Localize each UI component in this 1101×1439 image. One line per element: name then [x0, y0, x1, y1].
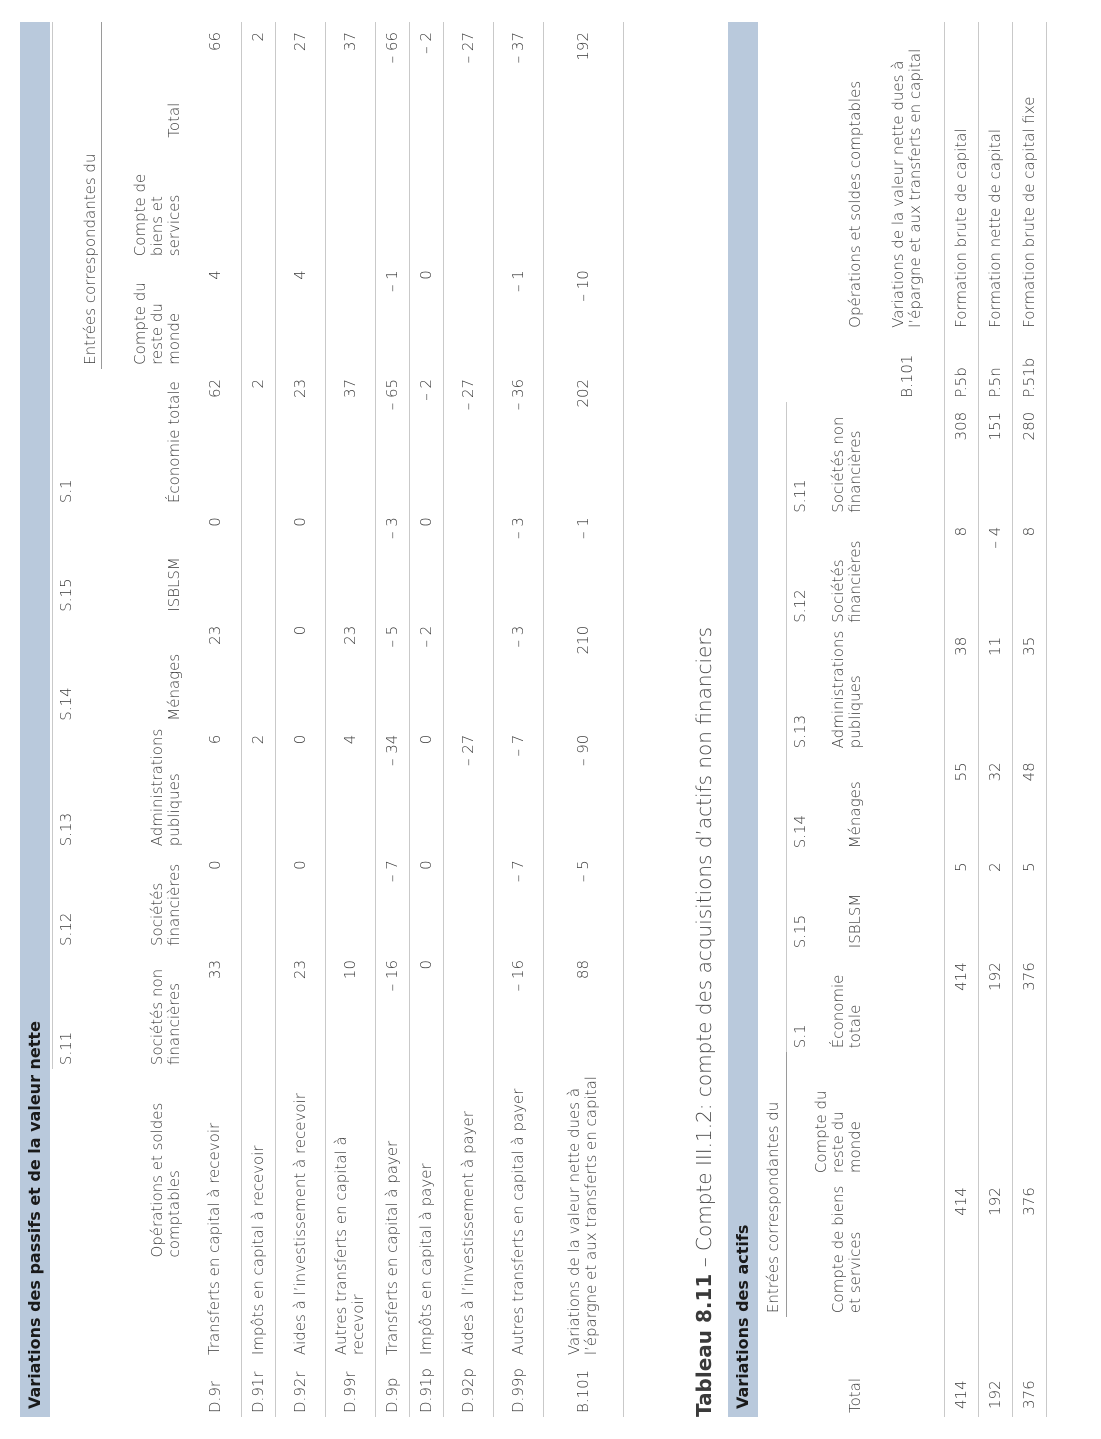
cell-s12: 8 — [1012, 517, 1046, 627]
row-code: D.99p — [493, 1359, 543, 1417]
section2-entries-row — [760, 22, 787, 1417]
row-code: P.5b — [944, 332, 978, 402]
header2-s14: Ménages — [846, 781, 864, 849]
entries-label-2: Entrées correspondantes du — [760, 1052, 787, 1317]
row-code: D.91p — [409, 1359, 443, 1417]
cell-s13: 4 — [325, 725, 375, 851]
cell-s13: 2 — [241, 725, 275, 851]
cell-s14: – 2 — [409, 616, 443, 725]
table-row — [189, 22, 241, 1417]
cell-s13: 0 — [275, 725, 325, 851]
header-s14: Ménages — [165, 653, 183, 721]
header2-total: Total — [846, 1377, 864, 1413]
cell-s13: – 90 — [543, 725, 623, 851]
sector2-s12: S.12 — [787, 517, 814, 627]
cell-rdm — [944, 1052, 978, 1177]
cell-s1: – 65 — [375, 369, 409, 507]
cell-s1: 192 — [978, 952, 1012, 1052]
header-s11: Sociétés non financières — [148, 968, 183, 1066]
header2-s13: Administrations publiques — [829, 630, 864, 749]
section1-sector-row — [53, 22, 80, 1417]
cell-rdm — [978, 1052, 1012, 1177]
cell-rdm: 4 — [275, 260, 325, 369]
cell-s1: 376 — [1012, 952, 1046, 1052]
cell-total: – 37 — [493, 22, 543, 142]
cell-s14 — [870, 752, 944, 852]
cell-bs — [443, 142, 493, 260]
row-label: Impôts en capital à payer — [409, 1069, 443, 1359]
cell-s15: 0 — [409, 507, 443, 616]
cell-s11: 0 — [409, 950, 443, 1069]
cell-s12 — [241, 850, 275, 950]
header-bs: Compte de biens et services — [131, 173, 183, 257]
row-label: Transferts en capital à payer — [375, 1069, 409, 1359]
cell-s14: 55 — [944, 752, 978, 852]
cell-total — [870, 1317, 944, 1417]
row-code: B.101 — [870, 332, 944, 402]
cell-bs: 414 — [944, 1177, 978, 1317]
cell-s13: 0 — [409, 725, 443, 851]
table-title — [692, 627, 716, 1417]
sector-s12: S.12 — [53, 850, 80, 950]
cell-s14: – 3 — [493, 616, 543, 725]
row-label: Formation brute de capital — [944, 22, 978, 332]
cell-s15 — [241, 507, 275, 616]
cell-s11: – 16 — [493, 950, 543, 1069]
header-ops: Opérations et soldes comptables — [148, 1102, 183, 1258]
row-code: D.9r — [189, 1359, 241, 1417]
cell-bs — [870, 1177, 944, 1317]
table-row — [241, 22, 275, 1417]
sector2-s13: S.13 — [787, 627, 814, 753]
cell-s12: 0 — [275, 850, 325, 950]
row-code: D.9p — [375, 1359, 409, 1417]
sector-s15: S.15 — [53, 507, 80, 616]
cell-rdm — [870, 1052, 944, 1177]
cell-total: – 66 — [375, 22, 409, 142]
cell-s14 — [443, 616, 493, 725]
cell-s13: – 34 — [375, 725, 409, 851]
sector-s14: S.14 — [53, 616, 80, 725]
cell-s13: – 7 — [493, 725, 543, 851]
sector2-s11: S.11 — [787, 402, 814, 517]
row-label: Variations de la valeur nette dues à l’épargne et aux transferts en capital — [870, 22, 944, 332]
cell-total: 66 — [189, 22, 241, 142]
cell-s12 — [325, 850, 375, 950]
cell-s14: 0 — [275, 616, 325, 725]
header2-rdm: Compte du reste du monde — [812, 1090, 864, 1174]
table-row — [978, 22, 1012, 1417]
cell-s12: – 4 — [978, 517, 1012, 627]
header2-s15: ISBLSM — [846, 893, 864, 949]
cell-s11: – 16 — [375, 950, 409, 1069]
cell-total: 27 — [275, 22, 325, 142]
cell-bs — [493, 142, 543, 260]
cell-s12 — [443, 850, 493, 950]
header-s13: Administrations publiques — [148, 728, 183, 847]
cell-bs — [375, 142, 409, 260]
cell-bs — [189, 142, 241, 260]
cell-bs — [241, 142, 275, 260]
cell-s13: 11 — [978, 627, 1012, 753]
row-label: Autres transferts en capital à payer — [493, 1069, 543, 1359]
cell-s15: 0 — [189, 507, 241, 616]
header-rdm: Compte du reste du monde — [131, 282, 183, 365]
section1-band: Variations des passifs et de la valeur nette — [20, 22, 50, 1417]
table-title-text: – Compte III.1.2: compte des acquisitions d’actifs non financiers — [692, 626, 716, 1274]
cell-total: – 27 — [443, 22, 493, 142]
sector-s11: S.11 — [53, 950, 80, 1069]
section1-entries-row — [79, 22, 101, 1417]
cell-s11: 308 — [944, 402, 978, 517]
cell-bs: 376 — [1012, 1177, 1046, 1317]
sector-s1: S.1 — [53, 369, 80, 507]
cell-total: – 2 — [409, 22, 443, 142]
table-row — [409, 22, 443, 1417]
row-label: Aides à l’investissement à recevoir — [275, 1069, 325, 1359]
cell-s14: – 5 — [375, 616, 409, 725]
row-code: D.92r — [275, 1359, 325, 1417]
entries-label: Entrées correspondantes du — [79, 22, 101, 369]
cell-s13: 35 — [1012, 627, 1046, 753]
cell-s12: – 7 — [375, 850, 409, 950]
cell-s15: – 3 — [375, 507, 409, 616]
cell-s14: 23 — [325, 616, 375, 725]
cell-rdm: – 1 — [375, 260, 409, 369]
row-code: D.92p — [443, 1359, 493, 1417]
cell-s15 — [325, 507, 375, 616]
cell-s1 — [870, 952, 944, 1052]
table-row — [944, 22, 978, 1417]
cell-s11: 280 — [1012, 402, 1046, 517]
row-label: Aides à l’investissement à payer — [443, 1069, 493, 1359]
sector-s13: S.13 — [53, 725, 80, 851]
cell-s11 — [870, 402, 944, 517]
section2-band: Variations des actifs — [728, 22, 758, 1417]
cell-bs: 192 — [978, 1177, 1012, 1317]
cell-s14: 23 — [189, 616, 241, 725]
cell-s1: – 36 — [493, 369, 543, 507]
header2-s12: Sociétés financières — [829, 540, 864, 623]
liabilities-table — [52, 22, 624, 1417]
cell-rdm — [325, 260, 375, 369]
row-label: Transferts en capital à recevoir — [189, 1069, 241, 1359]
section2-header-row — [813, 22, 870, 1417]
cell-rdm: 0 — [409, 260, 443, 369]
cell-s11: 88 — [543, 950, 623, 1069]
row-code: D.99r — [325, 1359, 375, 1417]
cell-rdm — [443, 260, 493, 369]
cell-s1: 37 — [325, 369, 375, 507]
row-code: D.91r — [241, 1359, 275, 1417]
table-number: Tableau 8.11 — [692, 1273, 716, 1417]
row-label: Formation brute de capital fixe — [1012, 22, 1046, 332]
assets-table — [760, 22, 1047, 1417]
header2-s11: Sociétés non financières — [829, 416, 864, 513]
cell-s13: – 27 — [443, 725, 493, 851]
cell-s14: 210 — [543, 616, 623, 725]
cell-total: 2 — [241, 22, 275, 142]
header-s15: ISBLSM — [165, 557, 183, 612]
cell-s1: – 27 — [443, 369, 493, 507]
row-code: P.5n — [978, 332, 1012, 402]
cell-rdm — [1012, 1052, 1046, 1177]
cell-s1: – 2 — [409, 369, 443, 507]
table-row — [275, 22, 325, 1417]
cell-s15: 5 — [944, 852, 978, 952]
cell-s11: 10 — [325, 950, 375, 1069]
cell-s11: 23 — [275, 950, 325, 1069]
cell-s1: 62 — [189, 369, 241, 507]
cell-rdm: – 1 — [493, 260, 543, 369]
cell-s13 — [870, 627, 944, 753]
table-row — [325, 22, 375, 1417]
header2-bs: Compte de biens et services — [829, 1185, 864, 1314]
cell-s15 — [443, 507, 493, 616]
cell-s12: – 7 — [493, 850, 543, 950]
table-row — [543, 22, 623, 1417]
table-row — [375, 22, 409, 1417]
table-row — [493, 22, 543, 1417]
cell-total: 37 — [325, 22, 375, 142]
section2-rows — [870, 22, 1046, 1417]
header-s12: Sociétés financières — [148, 863, 183, 946]
cell-s1: 202 — [543, 369, 623, 507]
cell-s11 — [241, 950, 275, 1069]
cell-s14: 48 — [1012, 752, 1046, 852]
section1-rows — [189, 22, 623, 1417]
section2-sector-row — [787, 22, 814, 1417]
cell-s15: – 3 — [493, 507, 543, 616]
header-s1: Économie totale — [165, 381, 183, 504]
header-total: Total — [165, 102, 183, 138]
cell-s13: 38 — [944, 627, 978, 753]
cell-total: 414 — [944, 1317, 978, 1417]
cell-s13: 6 — [189, 725, 241, 851]
cell-bs — [409, 142, 443, 260]
cell-s1: 2 — [241, 369, 275, 507]
cell-bs — [275, 142, 325, 260]
cell-bs — [543, 142, 623, 260]
cell-s1: 23 — [275, 369, 325, 507]
cell-s15: – 1 — [543, 507, 623, 616]
table-row — [1012, 22, 1046, 1417]
cell-s12: 0 — [409, 850, 443, 950]
section1-header-row — [101, 22, 189, 1417]
cell-s15 — [870, 852, 944, 952]
cell-s12: 8 — [944, 517, 978, 627]
cell-rdm — [241, 260, 275, 369]
cell-s12: – 5 — [543, 850, 623, 950]
cell-s15: 0 — [275, 507, 325, 616]
sector2-s15: S.15 — [787, 852, 814, 952]
cell-s12 — [870, 517, 944, 627]
row-label: Formation nette de capital — [978, 22, 1012, 332]
cell-s11 — [443, 950, 493, 1069]
sector2-s14: S.14 — [787, 752, 814, 852]
cell-total: 376 — [1012, 1317, 1046, 1417]
cell-total: 192 — [543, 22, 623, 142]
row-code: P.51b — [1012, 332, 1046, 402]
cell-rdm: 4 — [189, 260, 241, 369]
cell-s12: 0 — [189, 850, 241, 950]
cell-s15: 2 — [978, 852, 1012, 952]
header2-ops: Opérations et soldes comptables — [846, 80, 864, 328]
cell-bs — [325, 142, 375, 260]
cell-s15: 5 — [1012, 852, 1046, 952]
cell-s14 — [241, 616, 275, 725]
row-code: B.101 — [543, 1359, 623, 1417]
header2-s1: Économie totale — [829, 974, 864, 1049]
row-label: Impôts en capital à recevoir — [241, 1069, 275, 1359]
cell-total: 192 — [978, 1317, 1012, 1417]
sector2-s1: S.1 — [787, 952, 814, 1052]
cell-s11: 151 — [978, 402, 1012, 517]
row-label: Variations de la valeur nette dues à l’épargne et aux transferts en capital — [543, 1069, 623, 1359]
table-row — [443, 22, 493, 1417]
cell-rdm: – 10 — [543, 260, 623, 369]
cell-s1: 414 — [944, 952, 978, 1052]
cell-s14: 32 — [978, 752, 1012, 852]
row-label: Autres transferts en capital à recevoir — [325, 1069, 375, 1359]
table-row — [870, 22, 944, 1417]
cell-s11: 33 — [189, 950, 241, 1069]
